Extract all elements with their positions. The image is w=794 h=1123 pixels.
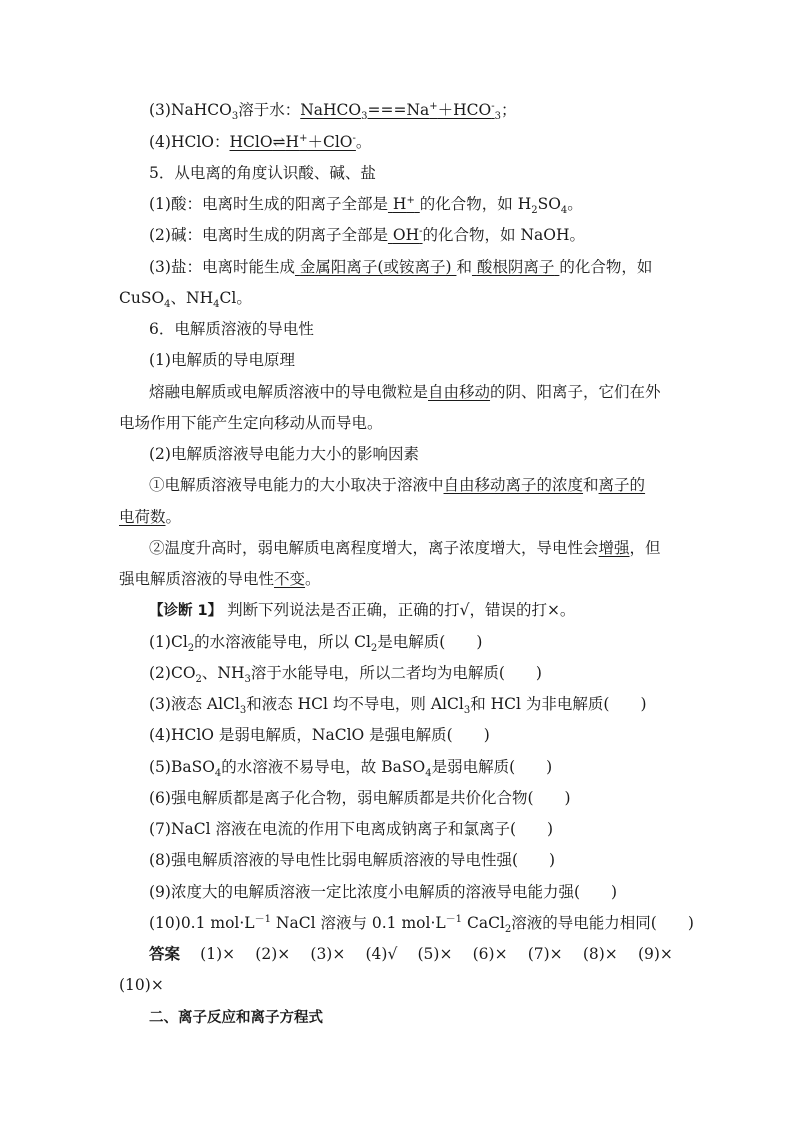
text: 的阴、阳离子，它们在外: [490, 383, 661, 401]
text: (4)HClO：: [149, 133, 230, 151]
text: (1)电解质的导电原理: [149, 351, 295, 369]
heading-5: [0, 162, 794, 184]
text: ；: [501, 101, 517, 119]
text: (6)强电解质都是离子化合物，弱电解质都是共价化合物( ): [149, 789, 571, 807]
heading-text: 二、离子反应和离子方程式: [149, 1010, 323, 1026]
subscript: 2: [504, 924, 512, 936]
text: (7)NaCl 溶液在电流的作用下电离成钠离子和氯离子( ): [149, 820, 554, 838]
text: ②温度升高时，弱电解质电离程度增大，离子浓度增大，导电性会: [149, 539, 599, 557]
subscript: 2: [195, 674, 202, 686]
subscript: 3: [463, 705, 471, 717]
answer-blank: [388, 195, 420, 213]
subscript: 4: [164, 299, 171, 311]
answer-blank: [472, 258, 559, 276]
subscript: 4: [213, 299, 220, 311]
text: 判断下列说法是否正确，正确的打√，错误的打×。: [222, 601, 576, 619]
paragraph-principle: [0, 381, 794, 403]
text: (8)强电解质溶液的导电性比弱电解质溶液的导电性强( ): [149, 851, 556, 869]
text: 的化合物，如 NaOH。: [422, 226, 585, 244]
heading-text: 5．从电离的角度认识酸、碱、盐: [149, 164, 376, 182]
subscript: 3: [361, 111, 368, 123]
text: (2)CO: [149, 664, 196, 682]
equation-hclo: [0, 131, 794, 153]
answer-item: (1)×: [200, 945, 236, 963]
question-6: [0, 787, 794, 809]
text: 。: [305, 570, 321, 588]
superscript: -: [491, 100, 495, 112]
diagnosis-heading: [0, 599, 794, 622]
text: OH: [392, 226, 420, 244]
question-2: [0, 662, 794, 684]
text: 、NH: [201, 664, 245, 682]
superscript: －1: [445, 913, 463, 925]
text: 和 HCl 为非电解质( ): [470, 695, 647, 713]
text: (5)BaSO: [149, 758, 215, 776]
question-7: [0, 818, 794, 840]
paragraph-salt-cont: [0, 287, 794, 309]
answer-row-cont: [0, 974, 794, 996]
text: (3)NaHCO: [149, 101, 232, 119]
subscript: 2: [187, 643, 195, 655]
superscript: +: [429, 100, 438, 112]
answer-blank: [295, 258, 456, 276]
text: 溶于水：: [238, 101, 301, 119]
equation-nahco3: [0, 99, 794, 121]
answer-item: (3)×: [310, 945, 346, 963]
text: 的水溶液能导电，所以 Cl: [194, 633, 371, 651]
paragraph-factor-1-cont: [0, 506, 794, 528]
subscript: 4: [560, 205, 568, 217]
subscript: 3: [231, 111, 239, 123]
question-1: [0, 631, 794, 653]
text: NaHCO: [300, 101, 362, 119]
answer-item: (7)×: [527, 945, 563, 963]
text: HClO: [229, 133, 273, 151]
answer-item: (10)×: [119, 976, 164, 994]
text: ，但: [629, 539, 661, 557]
text: (3)液态 AlCl: [149, 695, 240, 713]
text: 和: [456, 258, 472, 276]
answer-item: (4)√: [365, 945, 398, 963]
text: ①电解质溶液导电能力的大小取决于溶液中: [149, 476, 444, 494]
answer-item: (5)×: [417, 945, 453, 963]
question-8: [0, 849, 794, 871]
text: H: [285, 133, 300, 151]
answer-blank: 离子的: [598, 476, 646, 494]
question-5: [0, 756, 794, 778]
superscript: +: [299, 132, 308, 144]
answer-equation: [230, 133, 356, 151]
text: (1)酸：电离时生成的阳离子全部是: [149, 195, 388, 213]
text: CaCl: [462, 914, 505, 932]
answer-item: (2)×: [255, 945, 291, 963]
text: 强电解质溶液的导电性: [119, 570, 275, 588]
answer-blank: [388, 226, 423, 244]
text: 和: [583, 476, 599, 494]
paragraph-acid: [0, 193, 794, 215]
answer-label: 答案: [149, 945, 181, 963]
text: SO: [537, 195, 561, 213]
subheading-1: [0, 349, 794, 371]
question-4: [0, 724, 794, 746]
text: 的化合物，如: [559, 258, 653, 276]
text: H: [392, 195, 407, 213]
subscript: 3: [494, 111, 502, 123]
answer-blank: 电荷数: [119, 508, 166, 526]
superscript: －1: [254, 913, 271, 925]
text: 电场作用下能产生定向移动从而导电。: [119, 414, 383, 432]
superscript: +: [406, 194, 415, 206]
subscript: 3: [239, 705, 247, 717]
question-9: [0, 881, 794, 903]
text: (3)盐：电离时能生成: [149, 258, 295, 276]
answer-blank: 不变: [274, 570, 306, 588]
subscript: 2: [370, 643, 378, 655]
text: 溶于水能导电，所以二者均为电解质( ): [250, 664, 542, 682]
paragraph-factor-1: [0, 474, 794, 496]
question-10: [0, 912, 794, 934]
answer-blank: 增强: [598, 539, 630, 557]
answer-blank: 自由移动: [428, 383, 491, 401]
text: (1)Cl: [149, 633, 188, 651]
text: ＋ClO: [307, 133, 353, 151]
paragraph-principle-cont: [0, 412, 794, 434]
text: 的化合物，如 H: [419, 195, 532, 213]
text: 酸根阴离子: [476, 258, 555, 276]
text: 是电解质( ): [377, 633, 483, 651]
section-heading: [0, 1006, 794, 1029]
subscript: 2: [531, 205, 538, 217]
text: (2)电解质溶液导电能力大小的影响因素: [149, 445, 419, 463]
paragraph-salt: [0, 256, 794, 278]
superscript: -: [352, 132, 356, 144]
text: (2)碱：电离时生成的阴离子全部是: [149, 226, 388, 244]
text: ===Na: [367, 101, 430, 119]
answer-equation: [300, 100, 502, 123]
text: 。: [165, 508, 182, 526]
question-3: [0, 693, 794, 715]
answer-item: (9)×: [637, 945, 673, 963]
paragraph-factor-2: [0, 537, 794, 559]
subheading-2: [0, 443, 794, 465]
text: (4)HClO 是弱电解质，NaClO 是强电解质( ): [149, 726, 490, 744]
text: 溶液的导电能力相同( ): [511, 914, 694, 932]
answer-item: (6)×: [472, 945, 508, 963]
text: 。: [355, 133, 372, 151]
paragraph-factor-2-cont: [0, 568, 794, 590]
text: Cl。: [219, 289, 252, 307]
answer-blank: 自由移动离子的浓度: [443, 476, 584, 494]
text: 金属阳离子(或铵离子): [299, 258, 452, 276]
answer-row: [0, 943, 794, 965]
text: CuSO: [119, 289, 165, 307]
text: 熔融电解质或电解质溶液中的导电微粒是: [149, 383, 429, 401]
subscript: 4: [425, 768, 432, 780]
diagnosis-tag: 【诊断 1】: [149, 603, 223, 619]
text: 和液态 HCl 均不导电，则 AlCl: [246, 695, 464, 713]
text: NaCl 溶液与 0.1 mol·L: [270, 914, 446, 932]
subscript: 4: [214, 768, 222, 780]
text: 、NH: [170, 289, 214, 307]
subscript: 3: [244, 674, 251, 686]
paragraph-base: [0, 224, 794, 246]
text: 。: [567, 195, 583, 213]
text: 的水溶液不易导电，故 BaSO: [221, 758, 426, 776]
reversible-arrow-icon: ⇌: [272, 133, 286, 151]
text: (9)浓度大的电解质溶液一定比浓度小电解质的溶液导电能力强( ): [149, 883, 618, 901]
answer-item: (8)×: [582, 945, 618, 963]
text: 是弱电解质( ): [431, 758, 553, 776]
heading-6: [0, 318, 794, 340]
heading-text: 6．电解质溶液的导电性: [149, 320, 314, 338]
text: (10)0.1 mol·L: [149, 914, 255, 932]
superscript: -: [419, 225, 423, 237]
text: ＋HCO: [437, 101, 492, 119]
